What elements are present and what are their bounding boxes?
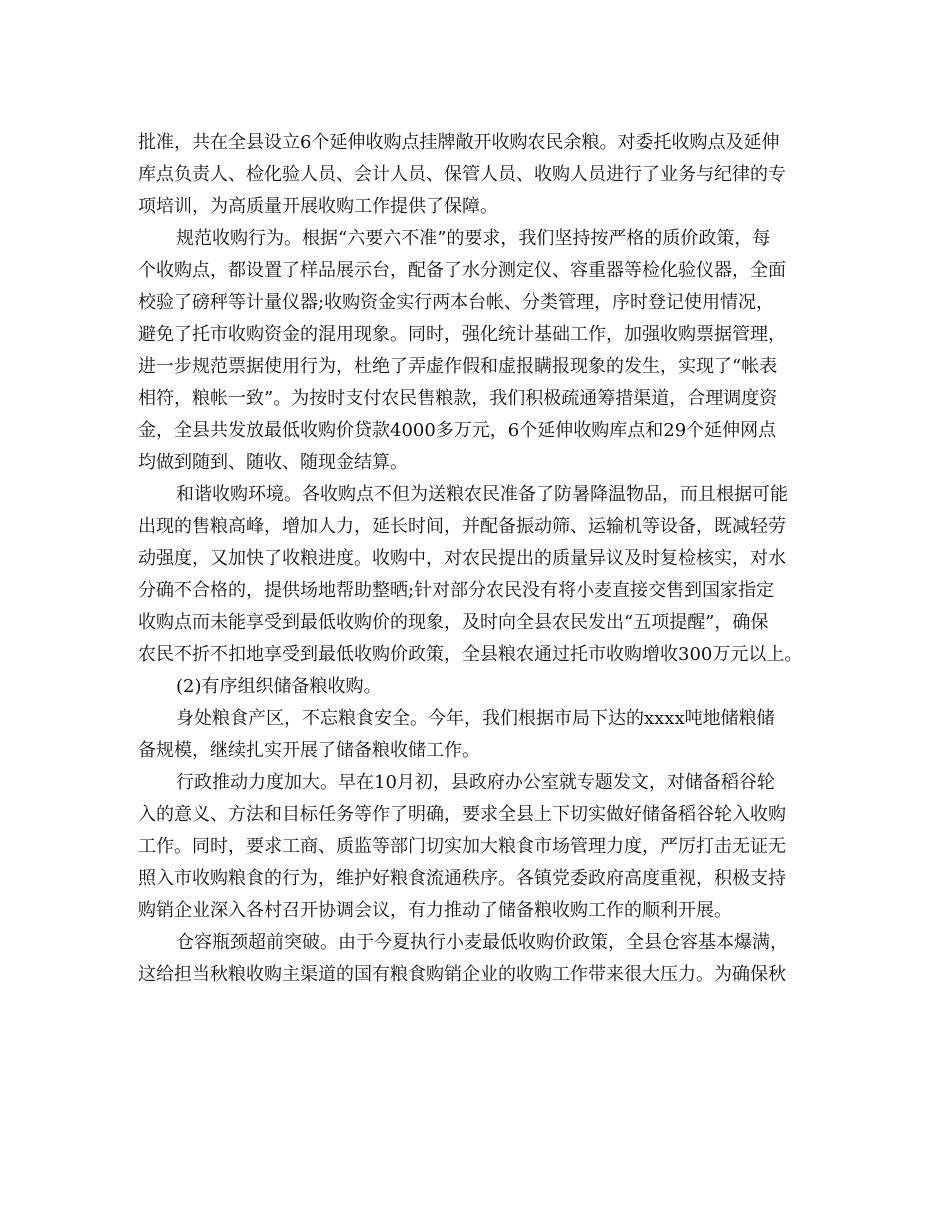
text-line: 动强度，又加快了收粮进度。收购中，对农民提出的质量异议及时复检核实，对水: [138, 548, 786, 569]
text-line: 项培训，为高质量开展收购工作提供了保障。: [138, 196, 498, 217]
text-line: 分确不合格的，提供场地帮助整晒;针对部分农民没有将小麦直接交售到国家指定: [138, 580, 775, 601]
text-line: 个收购点，都设置了样品展示台，配备了水分测定仪、容重器等检化验仪器，全面: [138, 260, 786, 281]
text-line: 农民不折不扣地享受到最低收购价政策，全县粮农通过托市收购增收300万元以上。: [138, 644, 803, 665]
text-line: 避免了托市收购资金的混用现象。同时，强化统计基础工作，加强收购票据管理，: [138, 324, 786, 345]
text-line: 这给担当秋粮收购主渠道的国有粮食购销企业的收购工作带来很大压力。为确保秋: [138, 964, 786, 985]
text-line: 备规模，继续扎实开展了储备粮收储工作。: [138, 740, 480, 761]
text-line: 出现的售粮高峰，增加人力，延长时间，并配备振动筛、运输机等设备，既减轻劳: [138, 516, 786, 537]
text-line: 购销企业深入各村召开协调会议，有力推动了储备粮收购工作的顺利开展。: [138, 900, 732, 921]
text-line: 批准，共在全县设立6个延伸收购点挂牌敞开收购农民余粮。对委托收购点及延伸: [138, 132, 780, 153]
text-line: 均做到随到、随收、随现金结算。: [138, 452, 408, 473]
text-line: 进一步规范票据使用行为，杜绝了弄虚作假和虚报瞒报现象的发生，实现了“帐表: [138, 356, 778, 377]
text-line: 工作。同时，要求工商、质监等部门切实加大粮食市场管理力度，严厉打击无证无: [138, 836, 786, 857]
text-line: 校验了磅秤等计量仪器;收购资金实行两本台帐、分类管理，序时登记使用情况，: [138, 292, 775, 313]
text-line: 金，全县共发放最低收购价贷款4000多万元，6个延伸收购库点和29个延伸网点: [138, 420, 777, 441]
text-line: 库点负责人、检化验人员、会计人员、保管人员、收购人员进行了业务与纪律的专: [138, 164, 786, 185]
text-line: 收购点而未能享受到最低收购价的现象，及时向全县农民发出“五项提醒”，确保: [138, 612, 769, 633]
text-line: 相符，粮帐一致”。为按时支付农民售粮款，我们积极疏通筹措渠道，合理调度资: [138, 388, 778, 409]
document-body: [138, 127, 822, 991]
text-line: 行政推动力度加大。早在10月初，县政府办公室就专题发文，对储备稻谷轮: [176, 772, 775, 793]
text-line: (2)有序组织储备粮收购。: [176, 676, 382, 697]
text-line: 和谐收购环境。各收购点不但为送粮农民准备了防暑降温物品，而且根据可能: [176, 484, 788, 505]
text-line: 规范收购行为。根据“六要六不准”的要求，我们坚持按严格的质价政策，每: [176, 228, 771, 249]
text-line: 照入市收购粮食的行为，维护好粮食流通秩序。各镇党委政府高度重视，积极支持: [138, 868, 786, 889]
text-line: 身处粮食产区，不忘粮食安全。今年，我们根据市局下达的xxxx吨地储粮储: [176, 708, 775, 729]
text-line: 入的意义、方法和目标任务等作了明确，要求全县上下切实做好储备稻谷轮入收购: [138, 804, 786, 825]
text-line: 仓容瓶颈超前突破。由于今夏执行小麦最低收购价政策，全县仓容基本爆满，: [176, 932, 788, 953]
